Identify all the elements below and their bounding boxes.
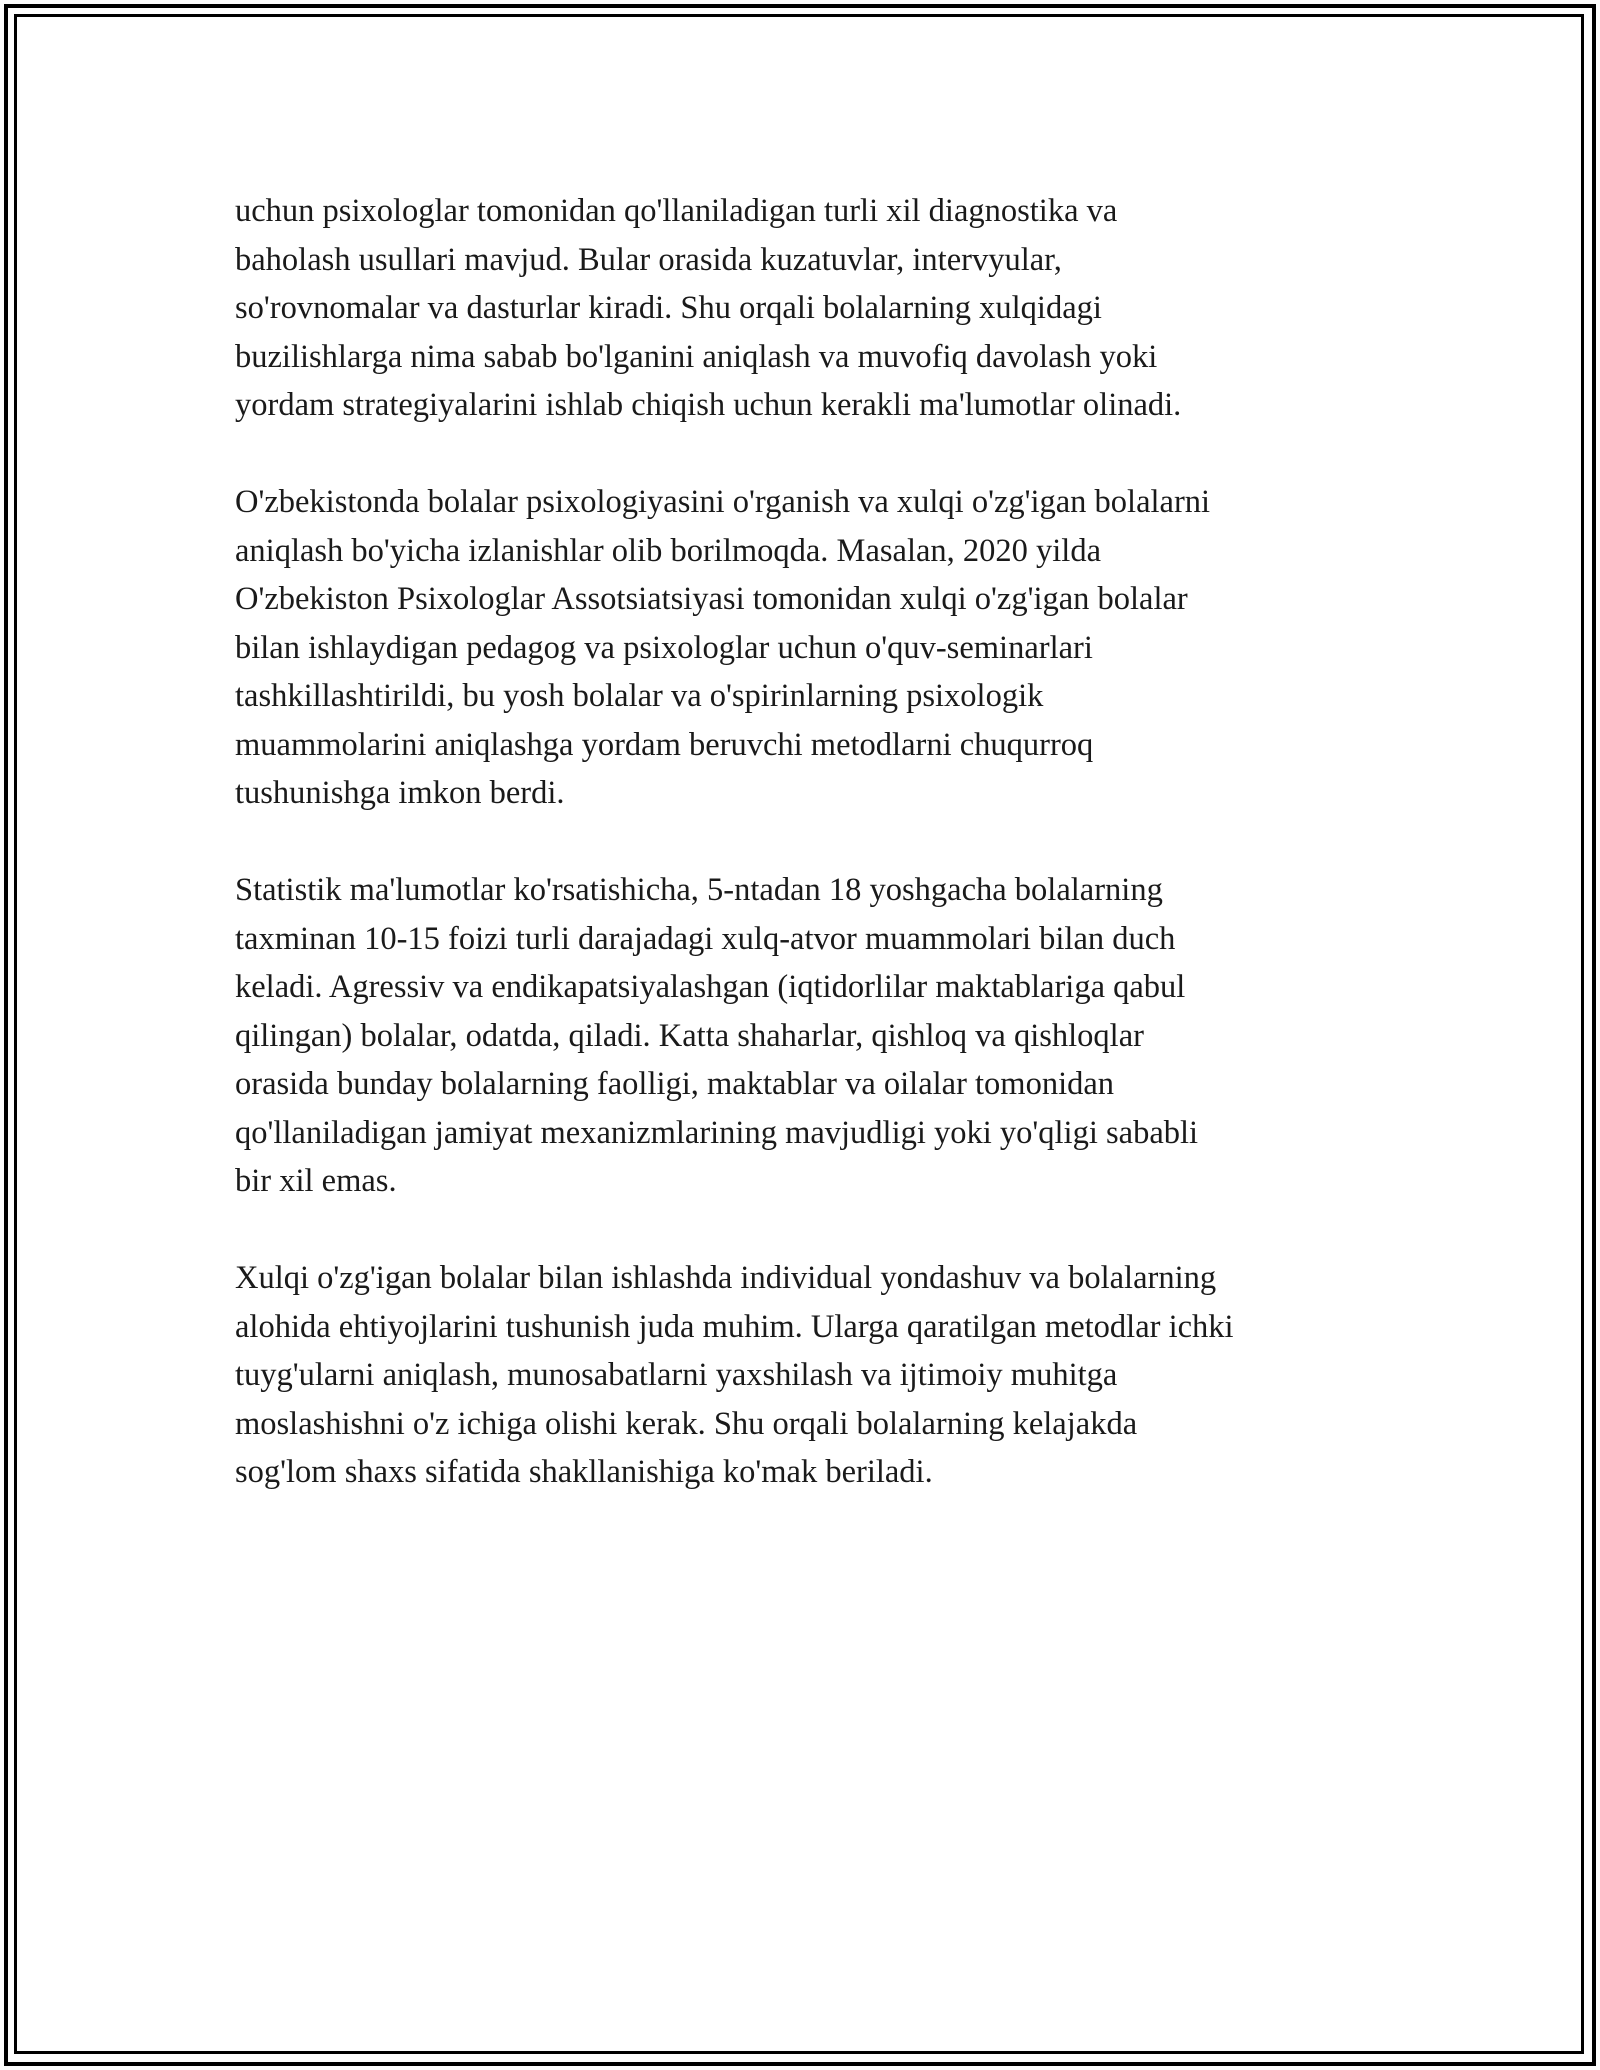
text-line: yordam strategiyalarini ishlab chiqish uchun kerakli ma'lumotlar olinadi.: [235, 387, 1182, 423]
text-line: tuyg'ularni aniqlash, munosabatlarni yaxshilash va ijtimoiy muhitga: [235, 1357, 1118, 1393]
text-line: orasida bunday bolalarning faolligi, maktablar va oilalar tomonidan: [235, 1066, 1115, 1102]
text-line: Statistik ma'lumotlar ko'rsatishicha, 5-ntadan 18 yoshgacha bolalarning: [235, 872, 1163, 908]
text-line: taxminan 10-15 foizi turli darajadagi xulq-atvor muammolari bilan duch: [235, 920, 1176, 957]
text-line: uchun psixologlar tomonidan qo'llaniladigan turli xil diagnostika va: [235, 193, 1118, 229]
paragraph-diagnostics: [235, 187, 1395, 430]
text-line: alohida ehtiyojlarini tushunish juda muhim. Ularga qaratilgan metodlar ichki: [235, 1308, 1234, 1345]
text-line: so'rovnomalar va dasturlar kiradi. Shu orqali bolalarning xulqidagi: [235, 290, 1102, 326]
text-line: qilingan) bolalar, odatda, qiladi. Katta shaharlar, qishloq va qishloqlar: [235, 1017, 1144, 1054]
text-line: bir xil emas.: [235, 1163, 397, 1199]
text-line: tashkillashtirildi, bu yosh bolalar va o'spirinlarning psixologik: [235, 678, 1044, 714]
text-line: O'zbekiston Psixologlar Assotsiatsiyasi tomonidan xulqi o'zg'igan bolalar: [235, 581, 1188, 617]
text-line: Xulqi o'zg'igan bolalar bilan ishlashda individual yondashuv va bolalarning: [235, 1260, 1217, 1296]
document-body: [235, 187, 1395, 1545]
text-line: keladi. Agressiv va endikapatsiyalashgan (iqtidorlilar maktablariga qabul: [235, 969, 1186, 1005]
text-line: buzilishlarga nima sabab bo'lganini aniqlash va muvofiq davolash yoki: [235, 338, 1158, 375]
paragraph-uzbekistan-research: [235, 478, 1395, 818]
text-line: aniqlash bo'yicha izlanishlar olib borilmoqda. Masalan, 2020 yilda: [235, 532, 1102, 569]
text-line: moslashishni o'z ichiga olishi kerak. Shu orqali bolalarning kelajakda: [235, 1405, 1138, 1442]
text-line: tushunishga imkon berdi.: [235, 775, 565, 811]
text-line: baholash usullari mavjud. Bular orasida kuzatuvlar, intervyular,: [235, 241, 1062, 278]
paragraph-individual-approach: [235, 1254, 1395, 1497]
text-line: muammolarini aniqlashga yordam beruvchi metodlarni chuqurroq: [235, 726, 1094, 763]
text-line: O'zbekistonda bolalar psixologiyasini o'rganish va xulqi o'zg'igan bolalarni: [235, 484, 1211, 520]
text-line: sog'lom shaxs sifatida shakllanishiga ko'mak beriladi.: [235, 1454, 933, 1490]
paragraph-statistics: [235, 866, 1395, 1206]
text-line: bilan ishlaydigan pedagog va psixologlar uchun o'quv-seminarlari: [235, 629, 1093, 666]
text-line: qo'llaniladigan jamiyat mexanizmlarining mavjudligi yoki yo'qligi sababli: [235, 1114, 1199, 1151]
